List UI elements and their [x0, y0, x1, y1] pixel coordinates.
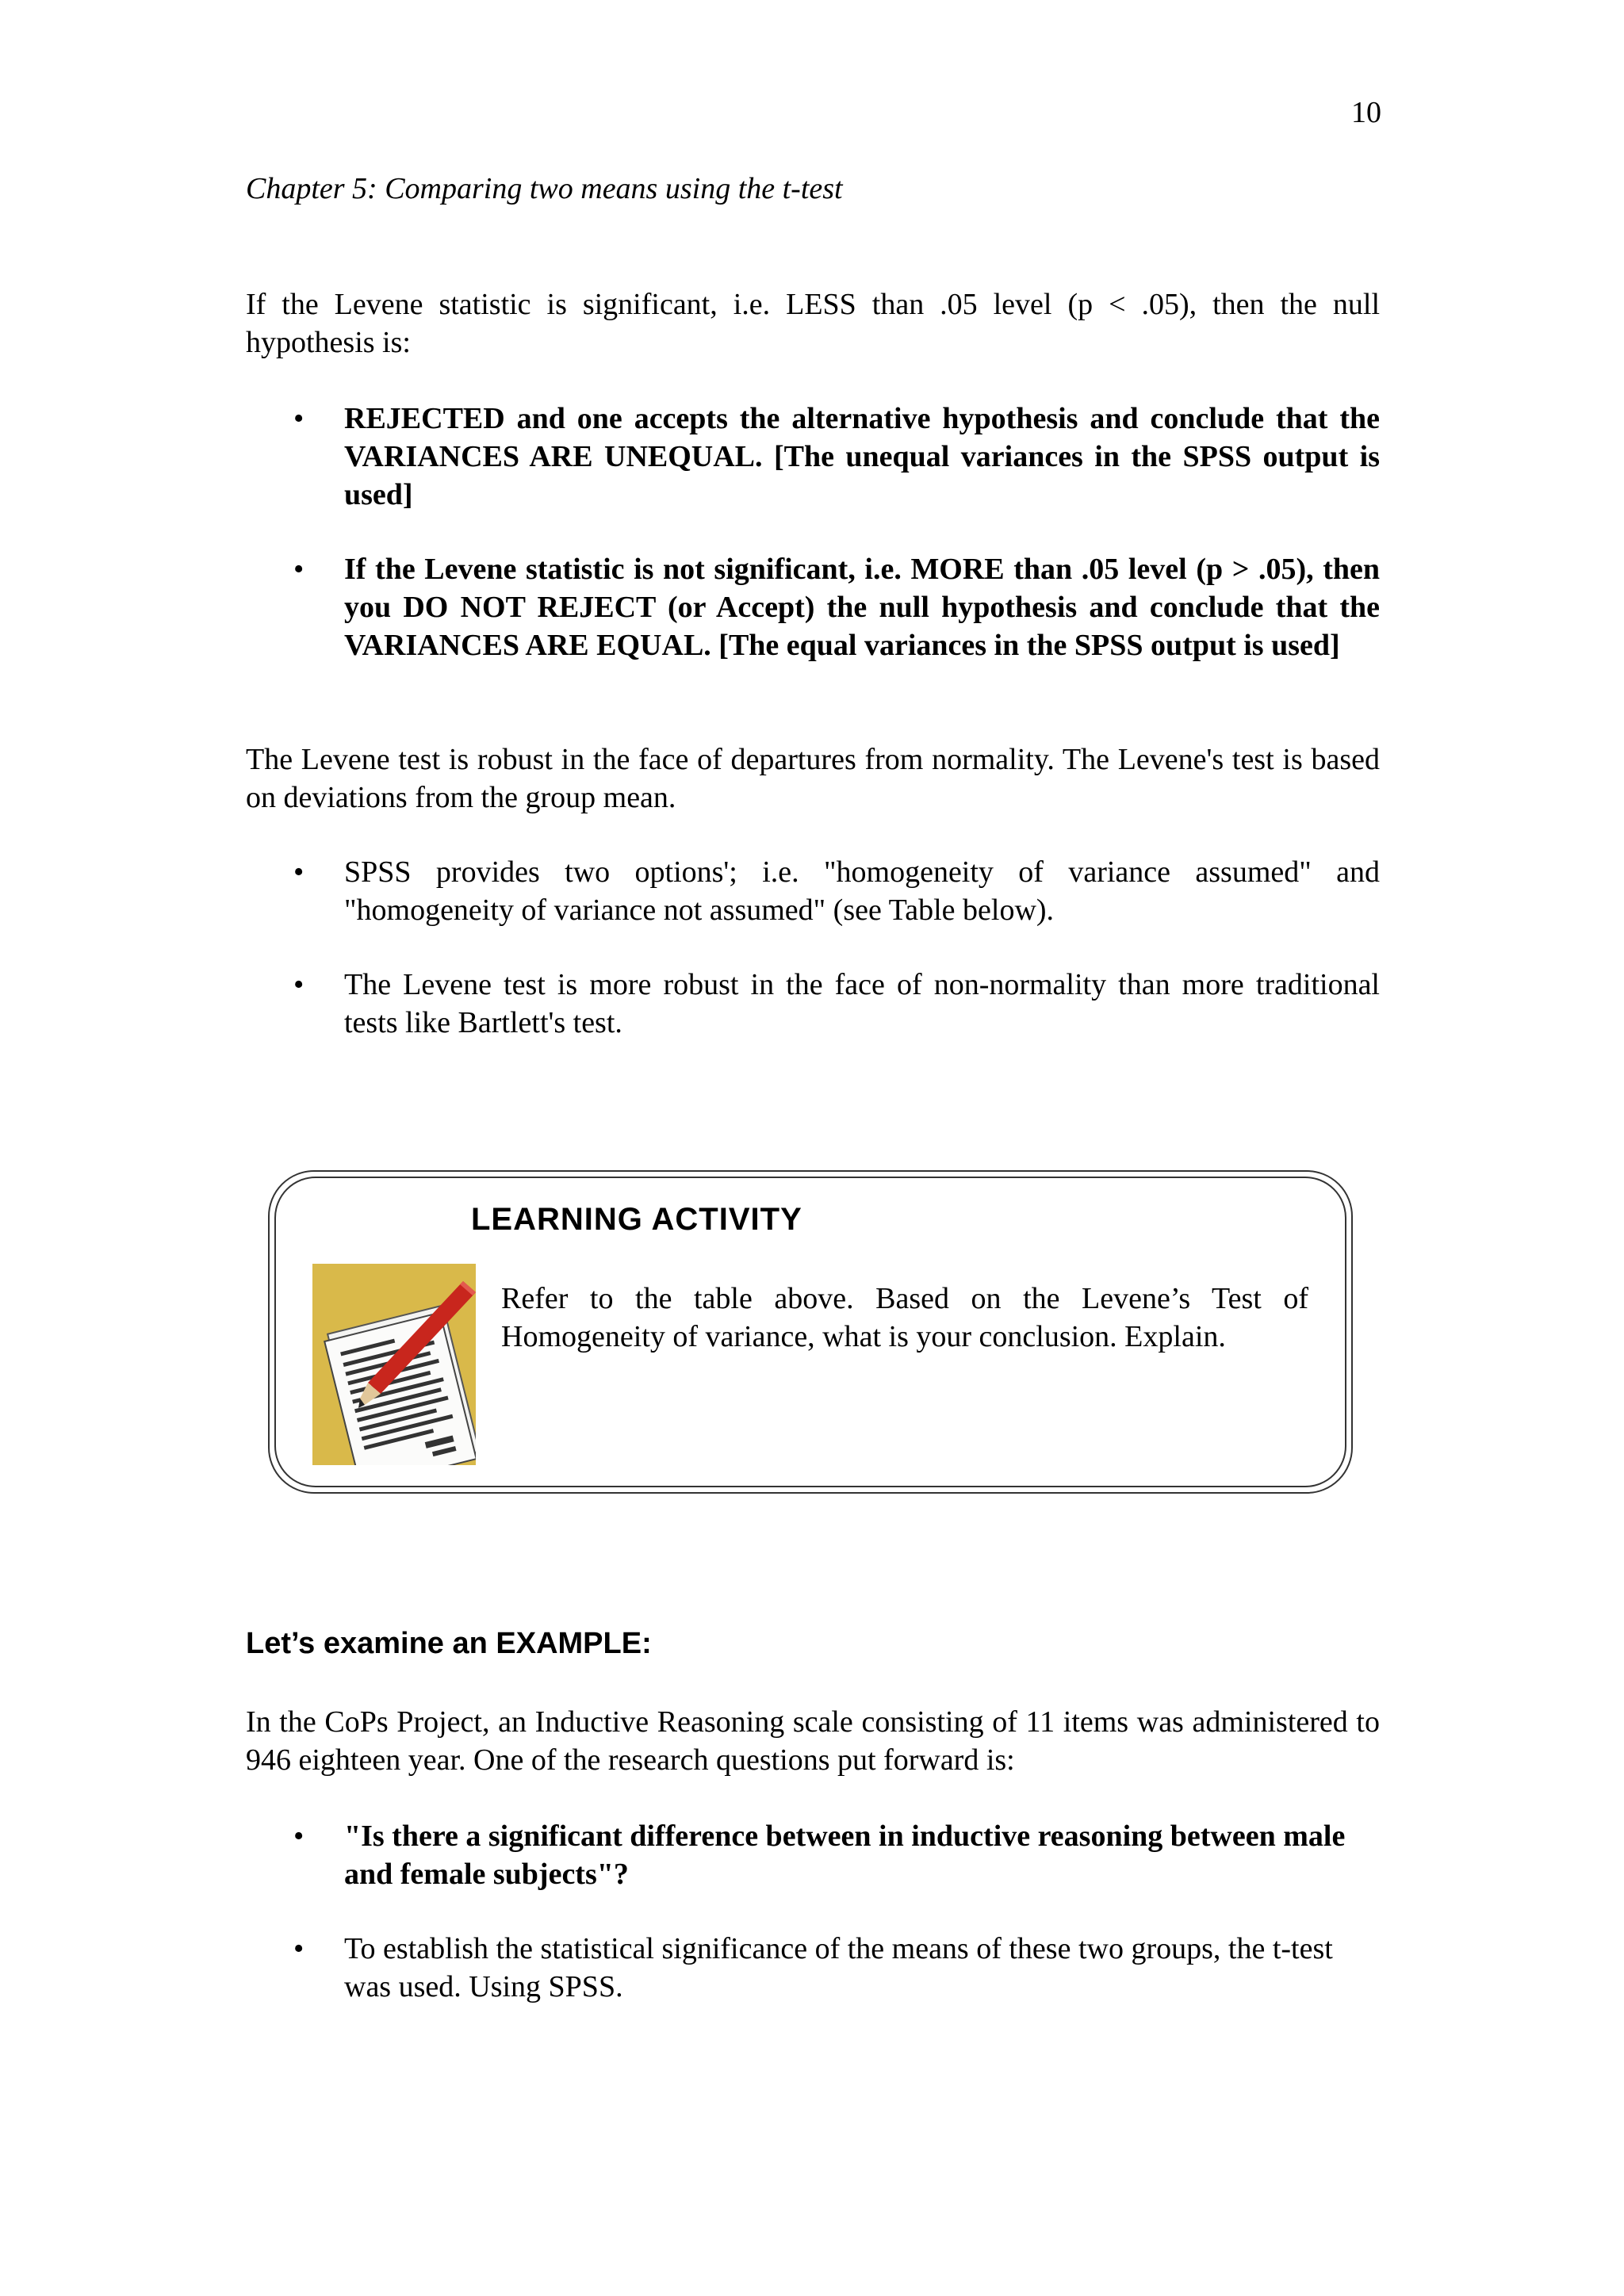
bullet-icon: •	[293, 855, 304, 889]
bullet-icon: •	[293, 968, 304, 1001]
bullet-icon: •	[293, 1932, 304, 1965]
bullet-icon: •	[293, 1820, 304, 1853]
bullet-text: To establish the statistical significance of the means of these two groups, the t-test was used. Using SPSS.	[344, 1932, 1333, 2003]
chapter-title: Chapter 5: Comparing two means using the t-test	[246, 172, 843, 205]
learning-activity-box	[268, 1170, 1353, 1494]
example-heading: Let’s examine an EXAMPLE:	[246, 1627, 652, 1660]
list-item	[246, 550, 1380, 664]
list-item	[246, 1930, 1380, 2006]
page-number: 10	[1351, 96, 1381, 129]
list-item	[246, 966, 1380, 1042]
bullet-text: The Levene test is more robust in the face of non-normality than more traditional tests like Bartlett's test.	[344, 968, 1380, 1039]
bullet-text: SPSS provides two options'; i.e. "homogeneity of variance assumed" and "homogeneity of variance not assumed" (see Table below).	[344, 855, 1380, 927]
list-item	[246, 1817, 1380, 1893]
document-with-pen-icon	[312, 1264, 476, 1465]
learning-activity-title: LEARNING ACTIVITY	[471, 1202, 802, 1237]
bullet-text: If the Levene statistic is not significant, i.e. MORE than .05 level (p > .05), then you DO NOT REJECT (or Accept) the null hypothesis and conclude that the VARIANCES ARE EQUAL. [The equal variances in the SPSS output is used]	[344, 553, 1380, 662]
bullet-text: "Is there a significant difference between in inductive reasoning between male and female subjects"?	[344, 1820, 1346, 1891]
bullet-icon: •	[293, 402, 304, 435]
list-item	[246, 853, 1380, 929]
levene-robust-paragraph: The Levene test is robust in the face of departures from normality. The Levene's test is based on deviations from the group mean.	[246, 743, 1380, 814]
list-item	[246, 400, 1380, 514]
levene-intro-paragraph: If the Levene statistic is significant, i.e. LESS than .05 level (p < .05), then the null hypothesis is:	[246, 288, 1380, 359]
learning-activity-text: Refer to the table above. Based on the Levene’s Test of Homogeneity of variance, what is your conclusion. Explain.	[501, 1282, 1308, 1353]
bullet-icon: •	[293, 553, 304, 586]
bullet-text: REJECTED and one accepts the alternative hypothesis and conclude that the VARIANCES ARE UNEQUAL. [The unequal variances in the SPSS output is used]	[344, 402, 1380, 511]
cops-project-paragraph: In the CoPs Project, an Inductive Reasoning scale consisting of 11 items was administered to 946 eighteen year. One of the research questions put forward is:	[246, 1705, 1380, 1777]
